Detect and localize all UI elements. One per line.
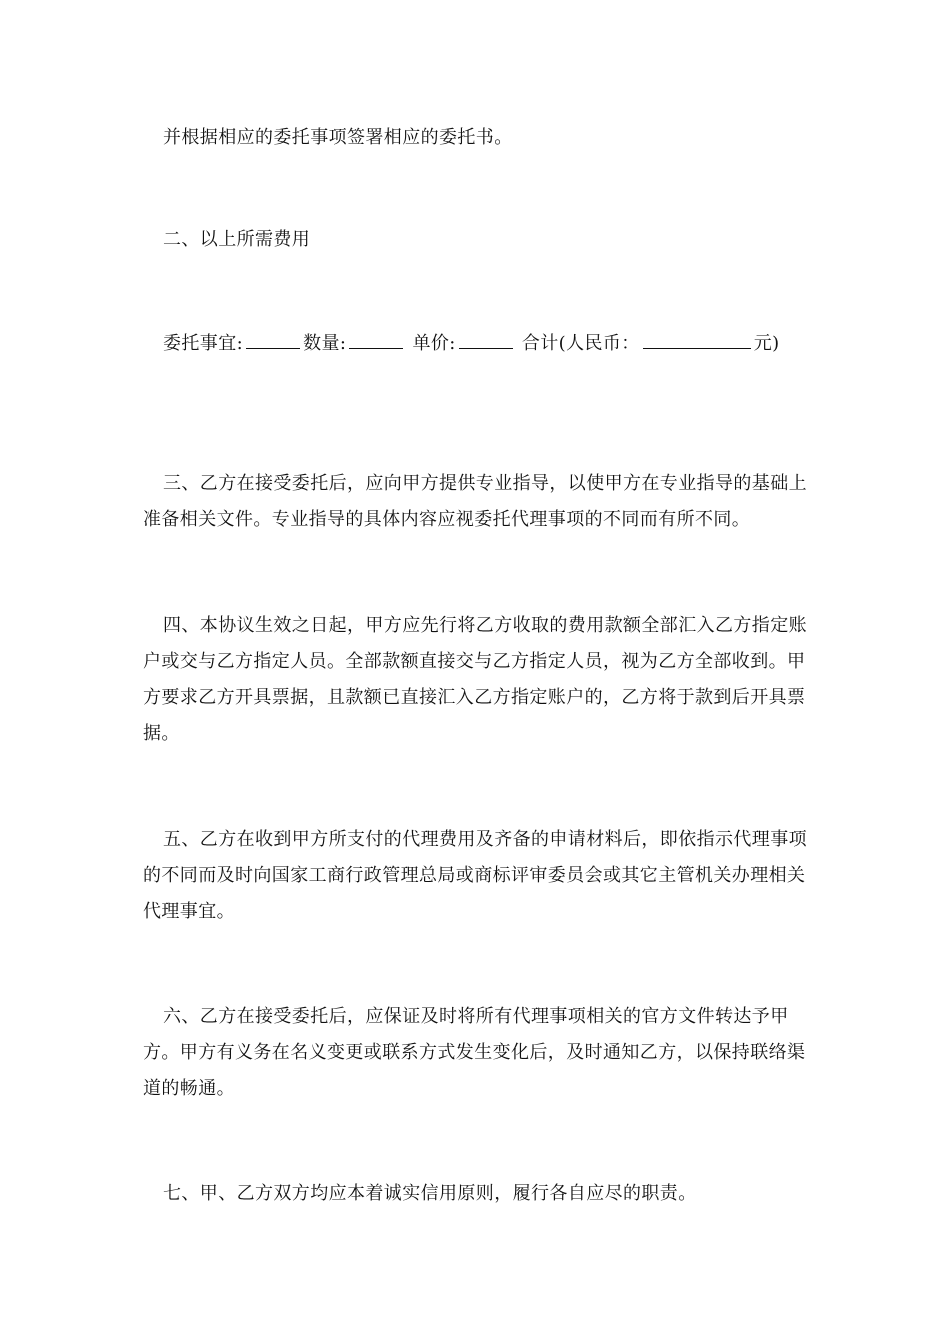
- fee-total-label: 合计(人民币：: [521, 333, 640, 354]
- paragraph-section-7: 七、甲、乙方双方均应本着诚实信用原则，履行各自应尽的职责。: [163, 1183, 697, 1204]
- section-heading-fees: 二、以上所需费用: [163, 229, 311, 250]
- fee-total-blank: [643, 328, 751, 349]
- fee-total-suffix: 元): [753, 333, 780, 354]
- fee-item-label: 委托事宜:: [163, 333, 244, 354]
- fee-item-blank: [246, 328, 300, 349]
- paragraph-section-4: 四、本协议生效之日起，甲方应先行将乙方收取的费用款额全部汇入乙方指定账户或交与乙方指定人员。全部款额直接交与乙方指定人员，视为乙方全部收到。甲方要求乙方开具票据，且款额已直接汇入乙方指定账户的，乙方将于款到后开具票据。: [143, 615, 807, 744]
- paragraph-section-5: 五、乙方在收到甲方所支付的代理费用及齐备的申请材料后，即依指示代理事项的不同而及时向国家工商行政管理总局或商标评审委员会或其它主管机关办理相关代理事宜。: [143, 829, 807, 922]
- fee-quantity-label: 数量:: [303, 333, 347, 354]
- fee-line: [143, 326, 808, 362]
- paragraph-signing: 并根据相应的委托事项签署相应的委托书。: [163, 127, 513, 148]
- fee-price-blank: [459, 328, 513, 349]
- fee-quantity-blank: [349, 328, 403, 349]
- paragraph-section-6: 六、乙方在接受委托后，应保证及时将所有代理事项相关的官方文件转达予甲方。甲方有义务在名义变更或联系方式发生变化后，及时通知乙方，以保持联络渠道的畅通。: [143, 1006, 806, 1099]
- fee-price-label: 单价:: [412, 333, 456, 354]
- paragraph-section-3: 三、乙方在接受委托后，应向甲方提供专业指导，以使甲方在专业指导的基础上准备相关文件。专业指导的具体内容应视委托代理事项的不同而有所不同。: [143, 473, 807, 530]
